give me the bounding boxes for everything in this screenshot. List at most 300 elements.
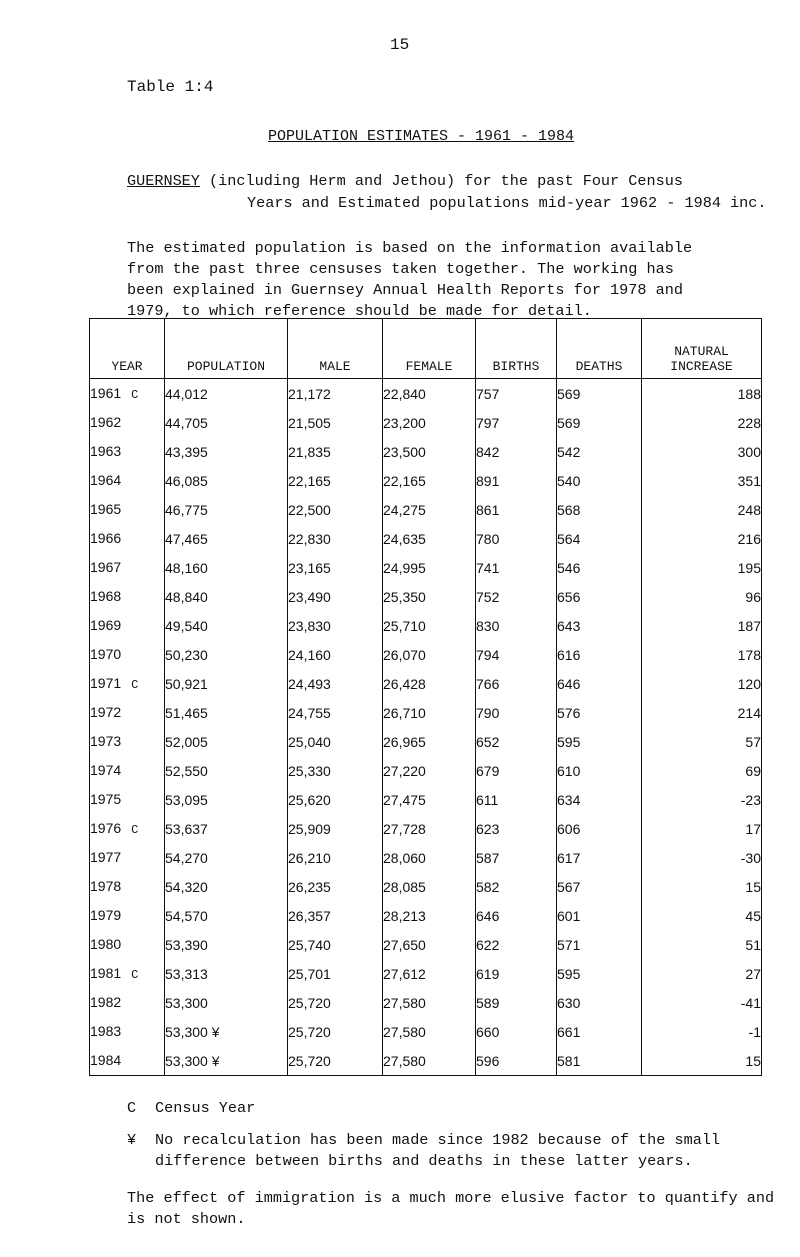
cell-value: 27,612: [383, 965, 426, 982]
cell-deaths: [557, 727, 642, 756]
cell-value: 46,775: [165, 501, 208, 518]
cell-value: 1979: [90, 907, 122, 923]
cell-deaths: [557, 1046, 642, 1076]
cell-male: [288, 553, 383, 582]
header-population: POPULATION: [165, 319, 288, 379]
cell-population: [165, 408, 288, 437]
cell-value: 43,395: [165, 443, 208, 460]
header-natural: NATURAL: [674, 344, 729, 359]
cell-year: [90, 814, 165, 843]
cell-value: 44,705: [165, 414, 208, 431]
cell-value: 757: [476, 385, 500, 402]
cell-population: [165, 669, 288, 698]
cell-value: 1970: [90, 646, 122, 662]
table-row: [90, 524, 762, 553]
cell-population: [165, 437, 288, 466]
cell-value: 1981: [90, 965, 122, 981]
cell-value: 28,085: [383, 878, 426, 895]
cell-value: 22,165: [288, 472, 331, 489]
cell-value: 22,165: [383, 472, 426, 489]
cell-population: [165, 988, 288, 1017]
cell-value: 45: [745, 907, 761, 924]
cell-natural-increase: [642, 988, 762, 1017]
cell-value: 26,428: [383, 675, 426, 692]
cell-births: [476, 379, 557, 409]
cell-deaths: [557, 408, 642, 437]
cell-value: 51,465: [165, 704, 208, 721]
cell-population: [165, 553, 288, 582]
cell-births: [476, 785, 557, 814]
cell-population: [165, 930, 288, 959]
cell-female: [383, 1017, 476, 1046]
cell-natural-increase: [642, 1017, 762, 1046]
cell-value: 53,390: [165, 936, 208, 953]
cell-value: 1973: [90, 733, 122, 749]
cell-natural-increase: [642, 582, 762, 611]
cell-value: 27,580: [383, 1052, 426, 1069]
cell-natural-increase: [642, 669, 762, 698]
cell-female: [383, 640, 476, 669]
cell-value: 571: [557, 936, 581, 953]
cell-value: 1963: [90, 443, 122, 459]
cell-female: [383, 930, 476, 959]
footnote-immigration: The effect of immigration is a much more elusive factor to quantify and is not shown.: [127, 1189, 775, 1228]
cell-births: [476, 959, 557, 988]
cell-value: 53,300 ¥: [165, 1023, 220, 1040]
cell-female: [383, 611, 476, 640]
cell-value: 214: [737, 704, 761, 721]
table-row: [90, 959, 762, 988]
cell-value: 53,313: [165, 965, 208, 982]
cell-value: 569: [557, 385, 581, 402]
cell-population: [165, 785, 288, 814]
cell-year: [90, 408, 165, 437]
cell-male: [288, 1046, 383, 1076]
cell-deaths: [557, 466, 642, 495]
cell-value: 567: [557, 878, 581, 895]
cell-value: 48,840: [165, 588, 208, 605]
cell-population: [165, 1017, 288, 1046]
cell-births: [476, 437, 557, 466]
cell-value: 53,300: [165, 994, 208, 1011]
cell-value: 53,637: [165, 820, 208, 837]
cell-natural-increase: [642, 698, 762, 727]
cell-population: [165, 756, 288, 785]
cell-population: [165, 379, 288, 409]
cell-value: 25,720: [288, 1052, 331, 1069]
cell-male: [288, 437, 383, 466]
cell-natural-increase: [642, 437, 762, 466]
cell-year: [90, 1017, 165, 1046]
footnote-census-mark: C: [127, 1099, 137, 1117]
cell-value: 54,570: [165, 907, 208, 924]
cell-value: 28,213: [383, 907, 426, 924]
cell-male: [288, 901, 383, 930]
table-row: [90, 727, 762, 756]
cell-value: 25,620: [288, 791, 331, 808]
cell-natural-increase: [642, 843, 762, 872]
cell-births: [476, 698, 557, 727]
cell-value: 1982: [90, 994, 122, 1010]
cell-natural-increase: [642, 959, 762, 988]
cell-value: 1964: [90, 472, 122, 488]
cell-natural-increase: [642, 756, 762, 785]
table-row: [90, 843, 762, 872]
cell-value: 351: [737, 472, 761, 489]
subtitle-line1: (including Herm and Jethou) for the past Four Census: [199, 172, 683, 190]
cell-value: 861: [476, 501, 500, 518]
cell-natural-increase: [642, 495, 762, 524]
cell-population: [165, 524, 288, 553]
cell-value: 24,160: [288, 646, 331, 663]
cell-births: [476, 669, 557, 698]
cell-value: 596: [476, 1052, 500, 1069]
cell-value: 1962: [90, 414, 122, 430]
cell-value: 52,005: [165, 733, 208, 750]
cell-value: 581: [557, 1052, 581, 1069]
page-number: 15: [390, 36, 410, 54]
cell-population: [165, 843, 288, 872]
cell-year: [90, 872, 165, 901]
cell-value: 27,650: [383, 936, 426, 953]
cell-deaths: [557, 785, 642, 814]
cell-value: 17: [745, 820, 761, 837]
census-flag: C: [131, 388, 139, 402]
cell-year: [90, 524, 165, 553]
cell-value: 51: [745, 936, 761, 953]
cell-births: [476, 466, 557, 495]
cell-value: 623: [476, 820, 500, 837]
cell-year: [90, 988, 165, 1017]
cell-deaths: [557, 1017, 642, 1046]
population-table: [89, 318, 762, 1076]
cell-natural-increase: [642, 408, 762, 437]
cell-value: 842: [476, 443, 500, 460]
cell-year: [90, 611, 165, 640]
cell-value: 582: [476, 878, 500, 895]
cell-population: [165, 1046, 288, 1076]
cell-male: [288, 843, 383, 872]
cell-value: 741: [476, 559, 500, 576]
cell-value: 25,701: [288, 965, 331, 982]
table-header-row: [90, 319, 762, 379]
cell-value: 27,580: [383, 1023, 426, 1040]
cell-value: 794: [476, 646, 500, 663]
cell-deaths: [557, 553, 642, 582]
census-flag: C: [131, 823, 139, 837]
cell-births: [476, 640, 557, 669]
cell-value: 646: [476, 907, 500, 924]
cell-deaths: [557, 988, 642, 1017]
cell-value: 1967: [90, 559, 122, 575]
cell-value: 1969: [90, 617, 122, 633]
cell-value: 22,500: [288, 501, 331, 518]
header-year: YEAR: [90, 319, 165, 379]
cell-year: [90, 379, 165, 409]
table-row: [90, 872, 762, 901]
cell-deaths: [557, 495, 642, 524]
table-row: [90, 988, 762, 1017]
cell-value: 50,921: [165, 675, 208, 692]
cell-female: [383, 872, 476, 901]
cell-value: 54,270: [165, 849, 208, 866]
cell-deaths: [557, 843, 642, 872]
cell-value: 652: [476, 733, 500, 750]
cell-year: [90, 959, 165, 988]
cell-value: 24,275: [383, 501, 426, 518]
cell-natural-increase: [642, 930, 762, 959]
cell-value: 27,220: [383, 762, 426, 779]
census-flag: C: [131, 968, 139, 982]
cell-deaths: [557, 698, 642, 727]
cell-value: 679: [476, 762, 500, 779]
cell-male: [288, 495, 383, 524]
subtitle-place: GUERNSEY: [127, 172, 200, 190]
cell-value: 1968: [90, 588, 122, 604]
cell-value: 27,580: [383, 994, 426, 1011]
cell-female: [383, 379, 476, 409]
cell-value: 15: [745, 1052, 761, 1069]
cell-deaths: [557, 611, 642, 640]
table-row: [90, 379, 762, 409]
page-title: POPULATION ESTIMATES - 1961 - 1984: [268, 128, 575, 145]
cell-value: 24,995: [383, 559, 426, 576]
cell-births: [476, 930, 557, 959]
cell-year: [90, 843, 165, 872]
cell-year: [90, 495, 165, 524]
header-births: BIRTHS: [476, 319, 557, 379]
footnote-recalc-mark: ¥: [127, 1131, 137, 1149]
cell-year: [90, 1046, 165, 1076]
cell-value: 661: [557, 1023, 581, 1040]
table-row: [90, 1017, 762, 1046]
header-natural-increase: [642, 319, 762, 379]
cell-value: 26,235: [288, 878, 331, 895]
cell-value: 1977: [90, 849, 122, 865]
cell-deaths: [557, 437, 642, 466]
cell-value: 780: [476, 530, 500, 547]
cell-natural-increase: [642, 727, 762, 756]
cell-male: [288, 930, 383, 959]
cell-year: [90, 901, 165, 930]
cell-female: [383, 524, 476, 553]
cell-male: [288, 988, 383, 1017]
cell-year: [90, 640, 165, 669]
cell-value: -1: [748, 1023, 761, 1040]
cell-deaths: [557, 640, 642, 669]
cell-value: 752: [476, 588, 500, 605]
cell-value: 1976: [90, 820, 122, 836]
cell-female: [383, 901, 476, 930]
cell-value: 1983: [90, 1023, 122, 1039]
cell-population: [165, 466, 288, 495]
cell-year: [90, 582, 165, 611]
subtitle: [127, 170, 787, 214]
cell-male: [288, 669, 383, 698]
cell-value: 595: [557, 965, 581, 982]
cell-male: [288, 408, 383, 437]
cell-value: 54,320: [165, 878, 208, 895]
cell-male: [288, 814, 383, 843]
cell-value: 48,160: [165, 559, 208, 576]
cell-value: -41: [740, 994, 761, 1011]
cell-male: [288, 582, 383, 611]
cell-value: 610: [557, 762, 581, 779]
cell-value: 25,330: [288, 762, 331, 779]
table-row: [90, 698, 762, 727]
cell-value: 569: [557, 414, 581, 431]
cell-value: 22,840: [383, 385, 426, 402]
cell-value: 46,085: [165, 472, 208, 489]
cell-value: 248: [737, 501, 761, 518]
intro-paragraph: The estimated population is based on the information available from the past three censuses taken together. The working has been explained in Guernsey Annual Health Reports for 1978 and 1979, to which reference should be made for detail.: [127, 239, 693, 320]
cell-female: [383, 988, 476, 1017]
cell-natural-increase: [642, 553, 762, 582]
table-label: Table 1:4: [127, 78, 214, 96]
cell-births: [476, 901, 557, 930]
cell-natural-increase: [642, 901, 762, 930]
cell-year: [90, 437, 165, 466]
table-row: [90, 756, 762, 785]
cell-value: 1971: [90, 675, 122, 691]
cell-value: 797: [476, 414, 500, 431]
cell-deaths: [557, 379, 642, 409]
cell-value: 21,172: [288, 385, 331, 402]
cell-value: 25,350: [383, 588, 426, 605]
cell-male: [288, 524, 383, 553]
cell-male: [288, 611, 383, 640]
cell-female: [383, 669, 476, 698]
cell-female: [383, 814, 476, 843]
cell-year: [90, 727, 165, 756]
cell-value: 25,720: [288, 1023, 331, 1040]
cell-births: [476, 408, 557, 437]
cell-births: [476, 524, 557, 553]
cell-value: 27,475: [383, 791, 426, 808]
cell-value: 120: [737, 675, 761, 692]
cell-value: 595: [557, 733, 581, 750]
cell-value: 1965: [90, 501, 122, 517]
cell-value: 587: [476, 849, 500, 866]
header-increase: INCREASE: [670, 359, 733, 374]
cell-value: 619: [476, 965, 500, 982]
cell-value: 188: [737, 385, 761, 402]
footnotes: [127, 1098, 787, 1230]
cell-value: 25,740: [288, 936, 331, 953]
cell-value: 23,830: [288, 617, 331, 634]
cell-value: 606: [557, 820, 581, 837]
cell-value: 15: [745, 878, 761, 895]
cell-value: 1961: [90, 385, 122, 401]
cell-value: 178: [737, 646, 761, 663]
cell-births: [476, 495, 557, 524]
cell-male: [288, 756, 383, 785]
header-deaths: DEATHS: [557, 319, 642, 379]
cell-population: [165, 814, 288, 843]
cell-value: 601: [557, 907, 581, 924]
cell-births: [476, 582, 557, 611]
cell-value: 616: [557, 646, 581, 663]
cell-male: [288, 727, 383, 756]
header-male: MALE: [288, 319, 383, 379]
cell-value: 622: [476, 936, 500, 953]
header-female: FEMALE: [383, 319, 476, 379]
cell-value: 1978: [90, 878, 122, 894]
cell-value: 25,720: [288, 994, 331, 1011]
cell-value: 96: [745, 588, 761, 605]
cell-value: 26,965: [383, 733, 426, 750]
cell-births: [476, 814, 557, 843]
cell-value: 1966: [90, 530, 122, 546]
cell-value: 766: [476, 675, 500, 692]
footnote-recalc-text: No recalculation has been made since 1982 because of the small difference between births and deaths in these latter years.: [155, 1131, 721, 1170]
footnote-recalc: [127, 1130, 787, 1172]
cell-value: 47,465: [165, 530, 208, 547]
table-row: [90, 669, 762, 698]
cell-value: 643: [557, 617, 581, 634]
table-row: [90, 611, 762, 640]
cell-value: 23,490: [288, 588, 331, 605]
cell-value: 69: [745, 762, 761, 779]
cell-deaths: [557, 756, 642, 785]
footnote-census: [127, 1098, 787, 1119]
cell-value: 26,357: [288, 907, 331, 924]
cell-value: 634: [557, 791, 581, 808]
table-row: [90, 437, 762, 466]
cell-value: 1975: [90, 791, 122, 807]
table-row: [90, 785, 762, 814]
cell-male: [288, 785, 383, 814]
cell-value: 216: [737, 530, 761, 547]
cell-female: [383, 582, 476, 611]
cell-population: [165, 582, 288, 611]
cell-female: [383, 843, 476, 872]
cell-value: 542: [557, 443, 581, 460]
table-row: [90, 640, 762, 669]
table-row: [90, 466, 762, 495]
cell-value: 830: [476, 617, 500, 634]
cell-value: 23,165: [288, 559, 331, 576]
cell-natural-increase: [642, 466, 762, 495]
cell-value: -23: [740, 791, 761, 808]
cell-value: 23,500: [383, 443, 426, 460]
cell-value: 26,710: [383, 704, 426, 721]
cell-births: [476, 1046, 557, 1076]
cell-female: [383, 959, 476, 988]
cell-population: [165, 959, 288, 988]
cell-births: [476, 611, 557, 640]
cell-female: [383, 785, 476, 814]
cell-value: 57: [745, 733, 761, 750]
cell-population: [165, 640, 288, 669]
cell-year: [90, 785, 165, 814]
cell-births: [476, 988, 557, 1017]
cell-population: [165, 495, 288, 524]
cell-male: [288, 872, 383, 901]
cell-value: 187: [737, 617, 761, 634]
cell-value: 611: [476, 791, 499, 808]
census-flag: C: [131, 678, 139, 692]
cell-value: 589: [476, 994, 500, 1011]
cell-value: 546: [557, 559, 581, 576]
cell-female: [383, 408, 476, 437]
cell-value: 1984: [90, 1052, 122, 1068]
cell-female: [383, 466, 476, 495]
cell-natural-increase: [642, 524, 762, 553]
cell-deaths: [557, 582, 642, 611]
cell-value: 540: [557, 472, 581, 489]
cell-deaths: [557, 872, 642, 901]
